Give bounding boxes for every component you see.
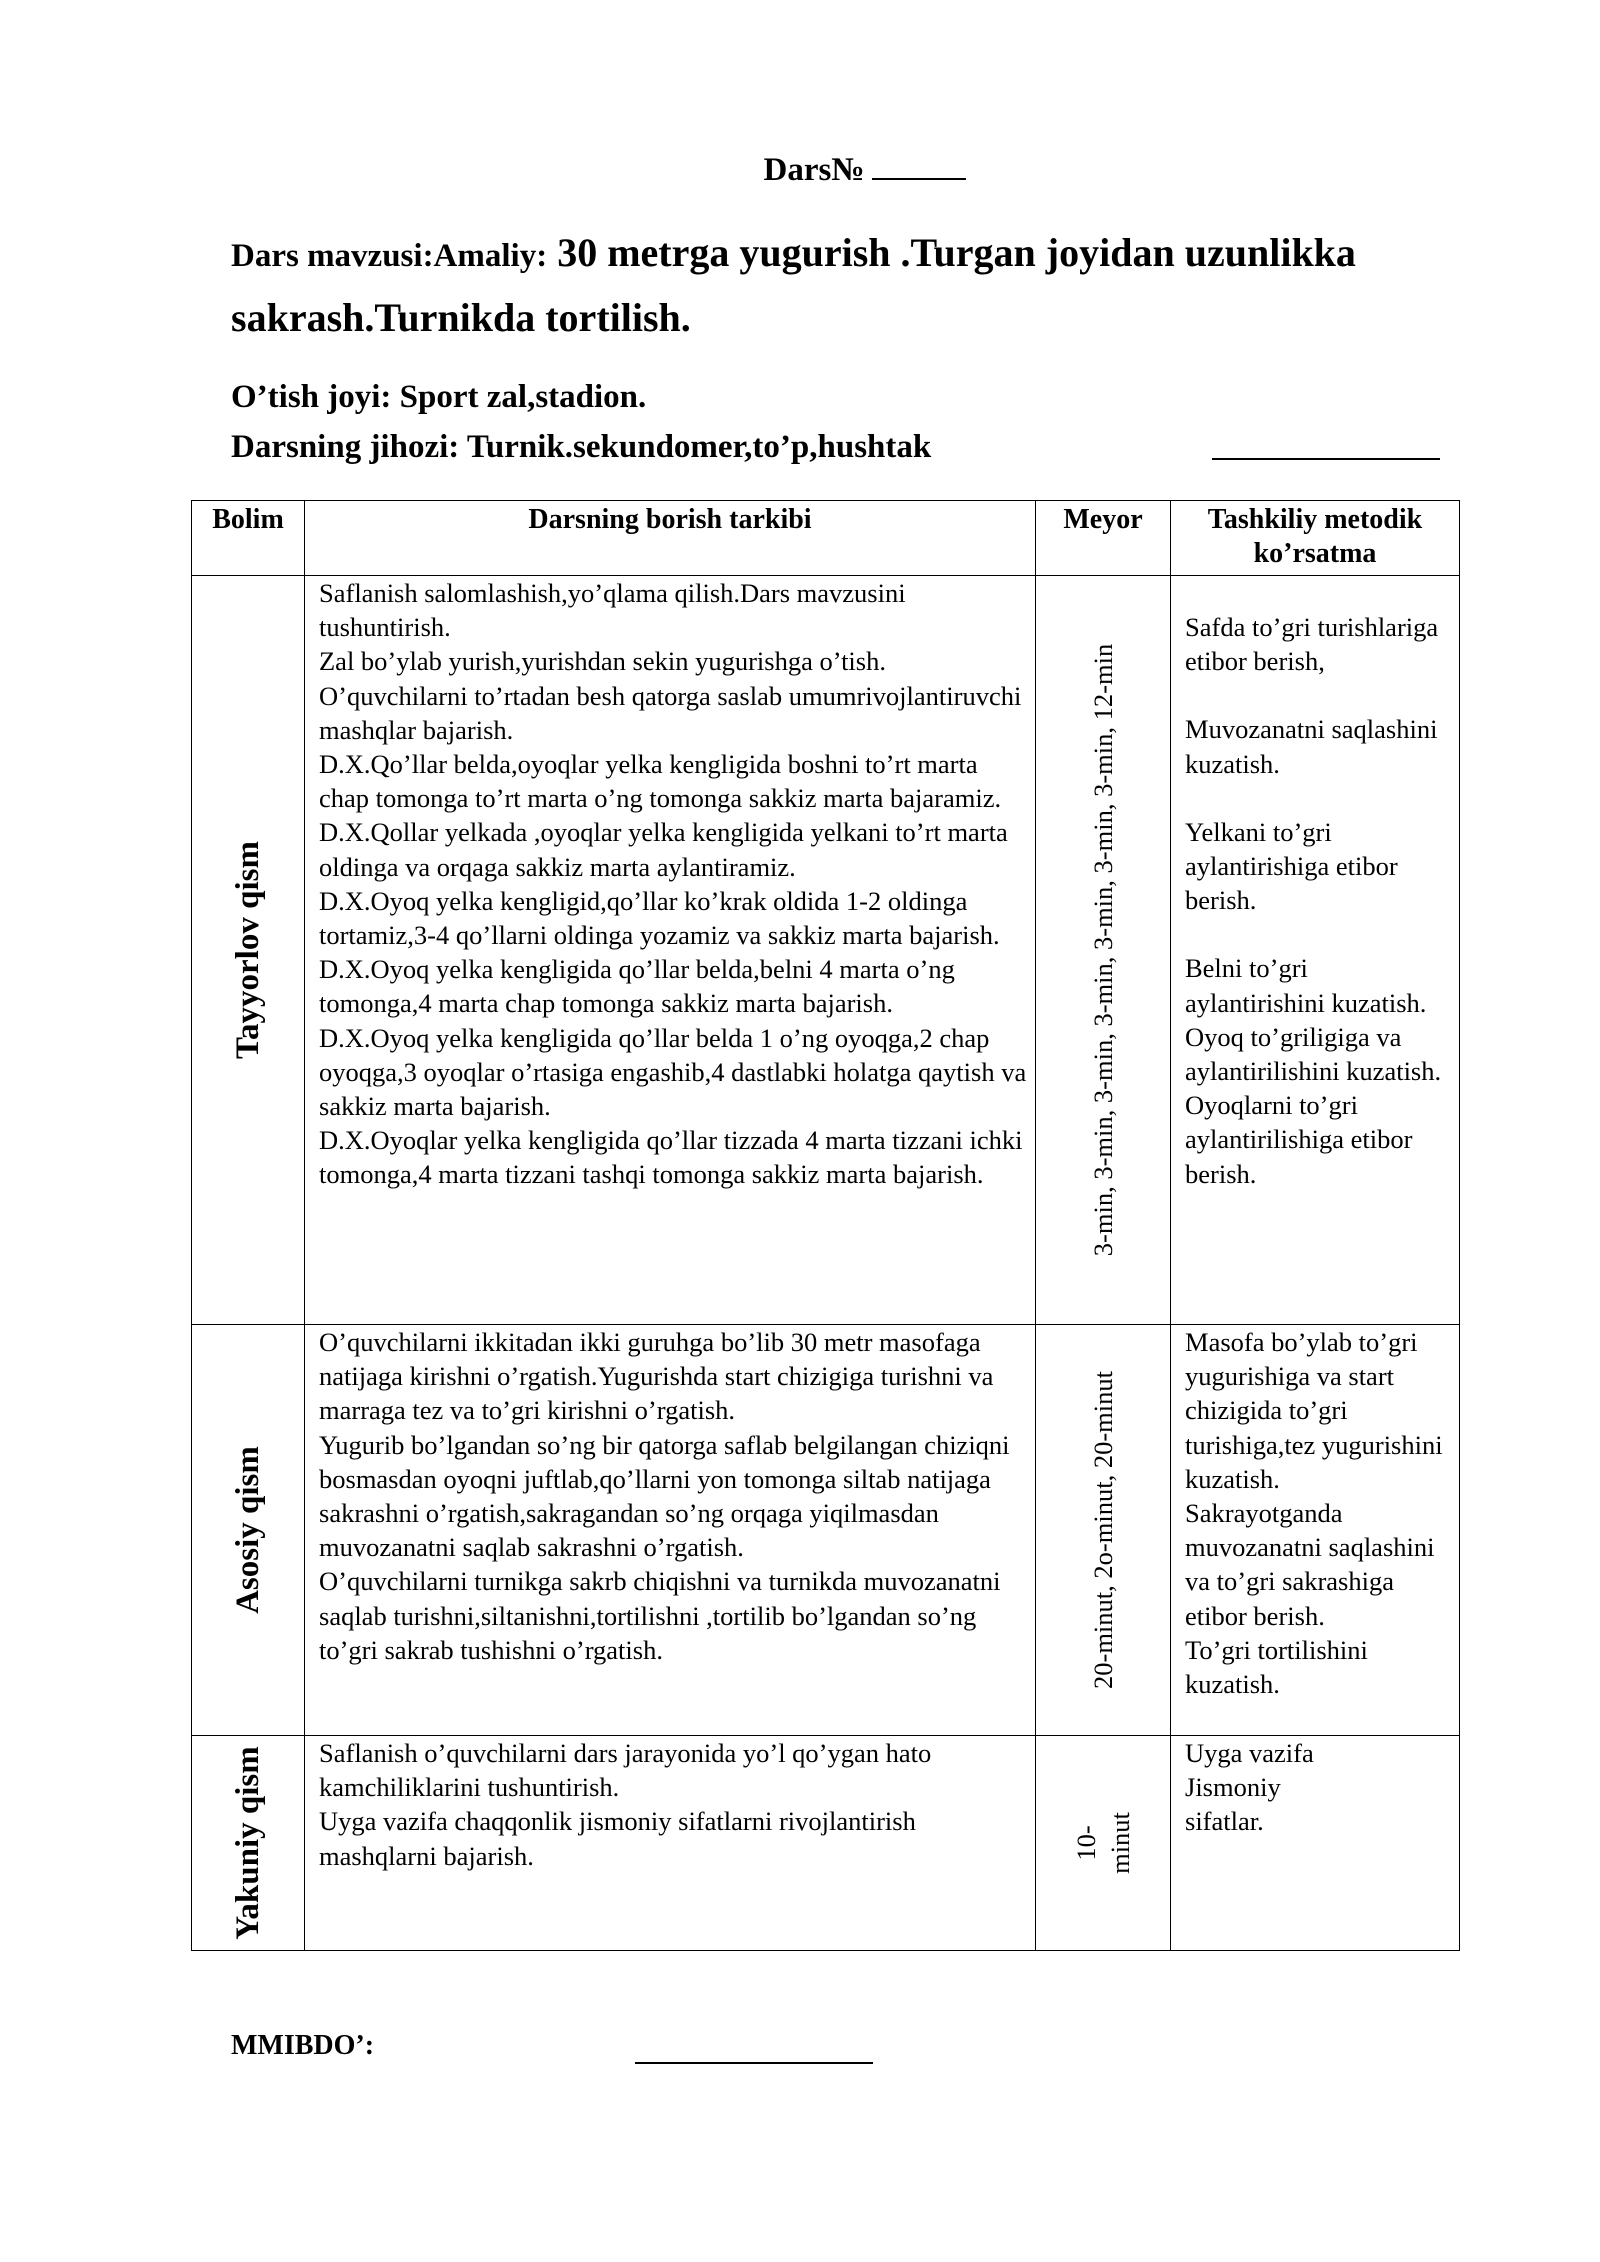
signature-label: MMIBDO’: xyxy=(231,2030,375,2061)
column-header-norm: Meyor xyxy=(1036,501,1171,576)
equipment-blank-line xyxy=(1212,458,1440,460)
lesson-equipment: Darsning jihozi: Turnik.sekundomer,to’p,hushtak xyxy=(231,429,932,465)
lesson-topic xyxy=(231,225,1491,355)
method-line: Safda to’gri turishlariga etibor berish, xyxy=(1185,612,1439,677)
norm-cell xyxy=(1036,1325,1171,1736)
section-name: Tayyorlov qism xyxy=(230,841,266,1059)
table-row xyxy=(192,576,1460,1325)
content-line: D.X.Oyoq yelka kengligid,qo’llar ko’krak oldida 1-2 oldinga tortamiz,3-4 qo’llarni oldinga yozamiz va sakkiz marta bajarish. xyxy=(319,885,1000,951)
method-cell xyxy=(1171,1736,1460,1951)
column-header-method: Tashkiliy metodik ko’rsatma xyxy=(1171,501,1460,576)
method-gap xyxy=(1185,678,1451,712)
method-line: Sakrayotganda muvozanatni saqlashini va to’gri sakrashiga etibor berish. xyxy=(1185,1498,1435,1631)
lesson-number-label: Dars№ xyxy=(763,152,865,188)
content-line: Zal bo’ylab yurish,yurishdan sekin yugurishga o’tish. xyxy=(319,646,886,677)
method-line: Oyoq to’griligiga va aylantirilishini kuzatish. xyxy=(1185,1021,1442,1087)
content-line: Saflanish salomlashish,yo’qlama qilish.Dars mavzusini tushuntirish. xyxy=(319,578,906,643)
section-name: Yakuniy qism xyxy=(230,1746,266,1940)
method-line: Belni to’gri aylantirishini kuzatish. xyxy=(1185,953,1427,1018)
method-line: Oyoqlarni to’gri aylantirilishiga etibor berish. xyxy=(1185,1090,1413,1189)
content-line: D.X.Oyoqlar yelka kengligida qo’llar tizzada 4 marta tizzani ichki tomonga,4 marta tizzani tashqi tomonga sakkiz marta bajarish. xyxy=(319,1125,1023,1190)
lesson-number-blank xyxy=(872,154,966,180)
content-cell xyxy=(305,1736,1036,1951)
content-line: Yugurib bo’lgandan so’ng bir qatorga saflab belgilangan chiziqni bosmasdan oyoqni juftlab,qo’llarni yon tomonga siltab natijaga sakrashni o’rgatish,sakragandan so’ng orqaga yiqilmasdan muvozanatni saqlab sakrashni o’rgatish. xyxy=(319,1429,1010,1563)
content-line: O’quvchilarni to’rtadan besh qatorga saslab umumrivojlantiruvchi mashqlar bajarish. xyxy=(319,680,1022,745)
signature-blank-line xyxy=(635,2062,873,2064)
norm-cell xyxy=(1036,576,1171,1325)
table-row xyxy=(192,1325,1460,1736)
norm-cell xyxy=(1036,1736,1171,1951)
content-line: D.X.Oyoq yelka kengligida qo’llar belda 1 o’ng oyoqga,2 chap oyoqga,3 oyoqlar o’rtasiga engashib,4 dastlabki holatga qaytish va sakkiz marta bajarish. xyxy=(319,1022,1027,1122)
topic-label: Dars mavzusi:Amaliy: xyxy=(231,238,548,274)
content-line: Saflanish o’quvchilarni dars jarayonida yo’l qo’ygan hato kamchiliklarini tushuntirish. xyxy=(319,1738,932,1803)
content-line: Uyga vazifa chaqqonlik jismoniy sifatlarni rivojlantirish mashqlarni bajarish. xyxy=(319,1806,916,1871)
method-cell xyxy=(1171,576,1460,1325)
content-line: O’quvchilarni ikkitadan ikki guruhga bo’lib 30 metr masofaga natijaga kirishni o’rgatish.Yugurishda start chizigiga turishni va marraga tez va to’gri kirishni o’rgatish. xyxy=(319,1327,994,1426)
content-cell xyxy=(305,576,1036,1325)
content-cell xyxy=(305,1325,1036,1736)
method-gap xyxy=(1185,781,1451,815)
method-line: Muvozanatni saqlashini kuzatish. xyxy=(1185,714,1438,779)
method-line: To’gri tortilishini kuzatish. xyxy=(1185,1634,1368,1700)
content-line: D.X.Qo’llar belda,oyoqlar yelka kengligida boshni to’rt marta chap tomonga to’rt marta o’ng tomonga sakkiz marta bajaramiz. xyxy=(319,749,1002,814)
lesson-info xyxy=(231,372,931,472)
lesson-number-title xyxy=(0,152,1600,189)
section-cell xyxy=(192,1736,305,1951)
table-header-row xyxy=(192,501,1460,576)
section-name: Asosiy qism xyxy=(230,1446,266,1614)
column-header-section: Bolim xyxy=(192,501,305,576)
topic-value: 30 metrga yugurish .Turgan joyidan uzunlikka sakrash.Turnikda tortilish. xyxy=(231,230,1356,340)
method-line: Masofa bo’ylab to’gri yugurishiga va start chizigida to’gri turishiga,tez yugurishini kuzatish. xyxy=(1185,1327,1443,1494)
content-line: D.X.Qollar yelkada ,oyoqlar yelka kengligida yelkani to’rt marta oldinga va orqaga sakkiz marta aylantiramiz. xyxy=(319,817,1008,882)
table-row xyxy=(192,1736,1460,1951)
lesson-place: O’tish joyi: Sport zal,stadion. xyxy=(231,379,647,415)
norm-value: 3-min, 3-min, 3-min, 3-min, 3-min, 3-min, 3-min, 12-min xyxy=(1088,643,1118,1257)
content-line: D.X.Oyoq yelka kengligida qo’llar belda,belni 4 marta o’ng tomonga,4 marta chap tomonga sakkiz marta bajarish. xyxy=(319,954,955,1019)
norm-value: 10-minut xyxy=(1071,1812,1135,1874)
method-line: Uyga vazifa Jismoniy sifatlar. xyxy=(1185,1738,1314,1837)
norm-value: 20-minut, 2o-minut, 20-minut xyxy=(1088,1371,1118,1689)
content-line: O’quvchilarni turnikga sakrb chiqishni va turnikda muvozanatni saqlab turishni,siltanishni,tortilishni ,tortilib bo’lgandan so’ng to’gri sakrab tushishni o’rgatish. xyxy=(319,1566,1001,1665)
method-cell xyxy=(1171,1325,1460,1736)
lesson-plan-table xyxy=(191,500,1460,1951)
section-cell xyxy=(192,576,305,1325)
method-gap xyxy=(1185,917,1451,951)
method-line: Yelkani to’gri aylantirishiga etibor berish. xyxy=(1185,816,1398,916)
section-cell xyxy=(192,1325,305,1736)
column-header-content: Darsning borish tarkibi xyxy=(305,501,1036,576)
